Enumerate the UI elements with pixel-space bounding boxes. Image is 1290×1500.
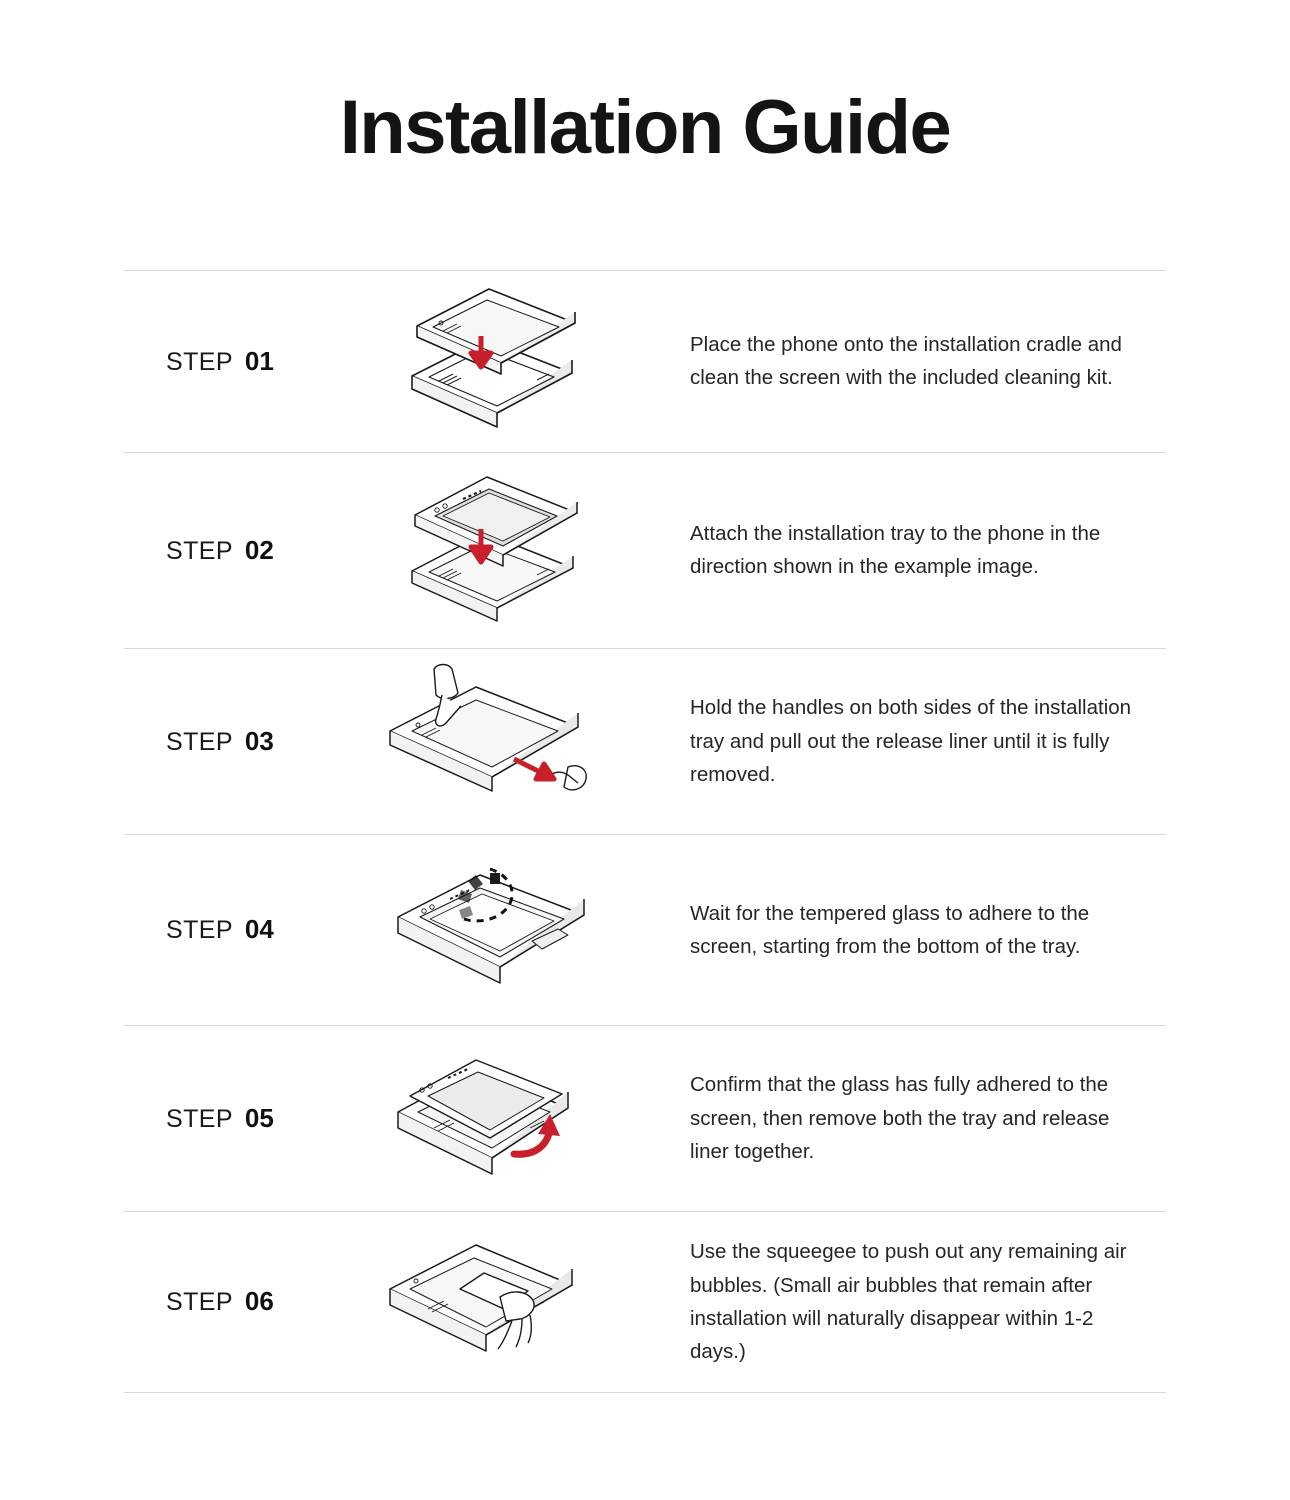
step-word: STEP [166,1104,233,1133]
step-figure-03 [342,649,642,834]
page-title: Installation Guide [339,85,951,170]
step-number: 03 [244,725,274,756]
step-number: 05 [244,1102,274,1133]
step-text-03 [642,691,1166,791]
pull-release-liner-icon [372,659,612,824]
step-row [124,1211,1166,1393]
remove-tray-icon [372,1036,612,1201]
step-text-04 [642,897,1166,963]
step-word: STEP [166,536,233,565]
step-number: 06 [244,1286,274,1317]
step-label-01 [124,346,342,377]
step-figure-05 [342,1026,642,1211]
phone-onto-cradle-icon [377,281,607,441]
step-label-02 [124,535,342,566]
step-label-06 [124,1286,342,1317]
step-text-06 [642,1235,1166,1368]
step-number: 01 [244,345,274,376]
step-description: Use the squeegee to push out any remaining air bubbles. (Small air bubbles that remain after installation will naturally disappear within 1-2 days.) [690,1240,1127,1363]
step-word: STEP [166,347,233,376]
step-label-03 [124,726,342,757]
step-figure-06 [342,1217,642,1387]
step-figure-04 [342,835,642,1025]
step-label-04 [124,914,342,945]
step-row [124,834,1166,1025]
step-row [124,1025,1166,1211]
step-text-02 [642,517,1166,583]
step-figure-02 [342,453,642,648]
step-word: STEP [166,727,233,756]
step-figure-01 [342,271,642,451]
step-number: 02 [244,534,274,565]
step-description: Attach the installation tray to the phone in the direction shown in the example image. [690,522,1101,579]
step-description: Place the phone onto the installation cradle and clean the screen with the included cleaning kit. [690,333,1122,390]
squeegee-bubbles-icon [372,1227,612,1377]
step-word: STEP [166,1288,233,1317]
step-word: STEP [166,916,233,945]
step-description: Confirm that the glass has fully adhered to the screen, then remove both the tray and release liner together. [690,1073,1110,1163]
step-number: 04 [244,914,274,945]
step-row [124,648,1166,834]
step-label-05 [124,1103,342,1134]
step-text-05 [642,1068,1166,1168]
step-row [124,452,1166,648]
step-text-01 [642,328,1166,394]
steps-list [124,168,1166,1393]
step-row [124,270,1166,452]
step-description: Hold the handles on both sides of the installation tray and pull out the release liner until it is fully removed. [690,696,1132,786]
wait-adhere-icon [372,845,612,1015]
tray-onto-phone-icon [377,463,607,638]
step-description: Wait for the tempered glass to adhere to the screen, starting from the bottom of the tray. [690,901,1090,958]
